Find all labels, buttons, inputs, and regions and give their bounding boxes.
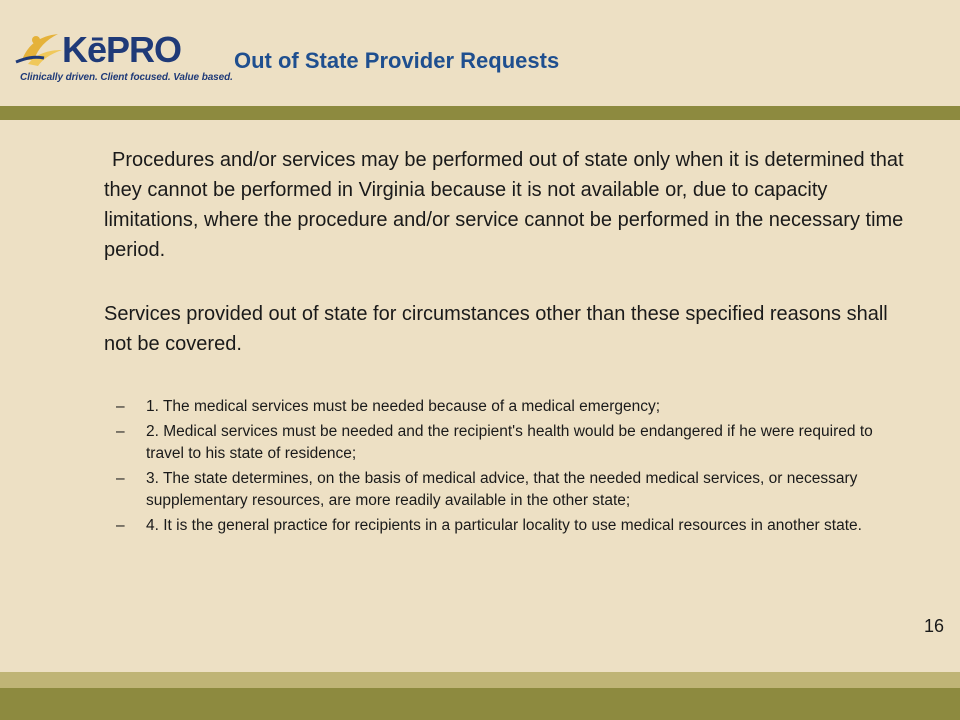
page-number: 16 [923,616,944,636]
list-item [116,515,906,537]
list-item [116,468,906,512]
list-item-text: 1. The medical services must be needed because of a medical emergency; [146,398,661,415]
list-item-text: 3. The state determines, on the basis of medical advice, that the needed medical services, or necessary supplementary resources, are more readily available in the other state; [146,470,858,509]
bullet-dash: – [116,398,125,415]
kepro-logo [14,26,233,90]
intro-paragraph: Procedures and/or services may be performed out of state only when it is determined that they cannot be performed in Virginia because it is not available or, due to capacity limitations, where the procedure and/or service cannot be performed in the necessary time period. [104,149,904,261]
bullet-dash: – [116,517,125,534]
circumstances-list [116,396,906,540]
list-item-text: 4. It is the general practice for recipients in a particular locality to use medical resources in another state. [146,517,862,534]
bullet-dash: – [116,470,125,487]
exclusion-paragraph: Services provided out of state for circumstances other than these specified reasons shall not be covered. [104,303,888,355]
bullet-dash: – [116,423,125,440]
list-item [116,396,906,418]
logo-wordmark: KēPRO [62,29,182,70]
header-divider-band [0,106,960,120]
logo-tagline: Clinically driven. Client focused. Value based. [20,72,233,83]
page-title: Out of State Provider Requests [234,48,560,73]
list-item-text: 2. Medical services must be needed and the recipient's health would be endangered if he were required to travel to his state of residence; [146,423,873,462]
footer-band-dark [0,688,960,720]
list-item [116,421,906,465]
footer-band-light [0,672,960,688]
